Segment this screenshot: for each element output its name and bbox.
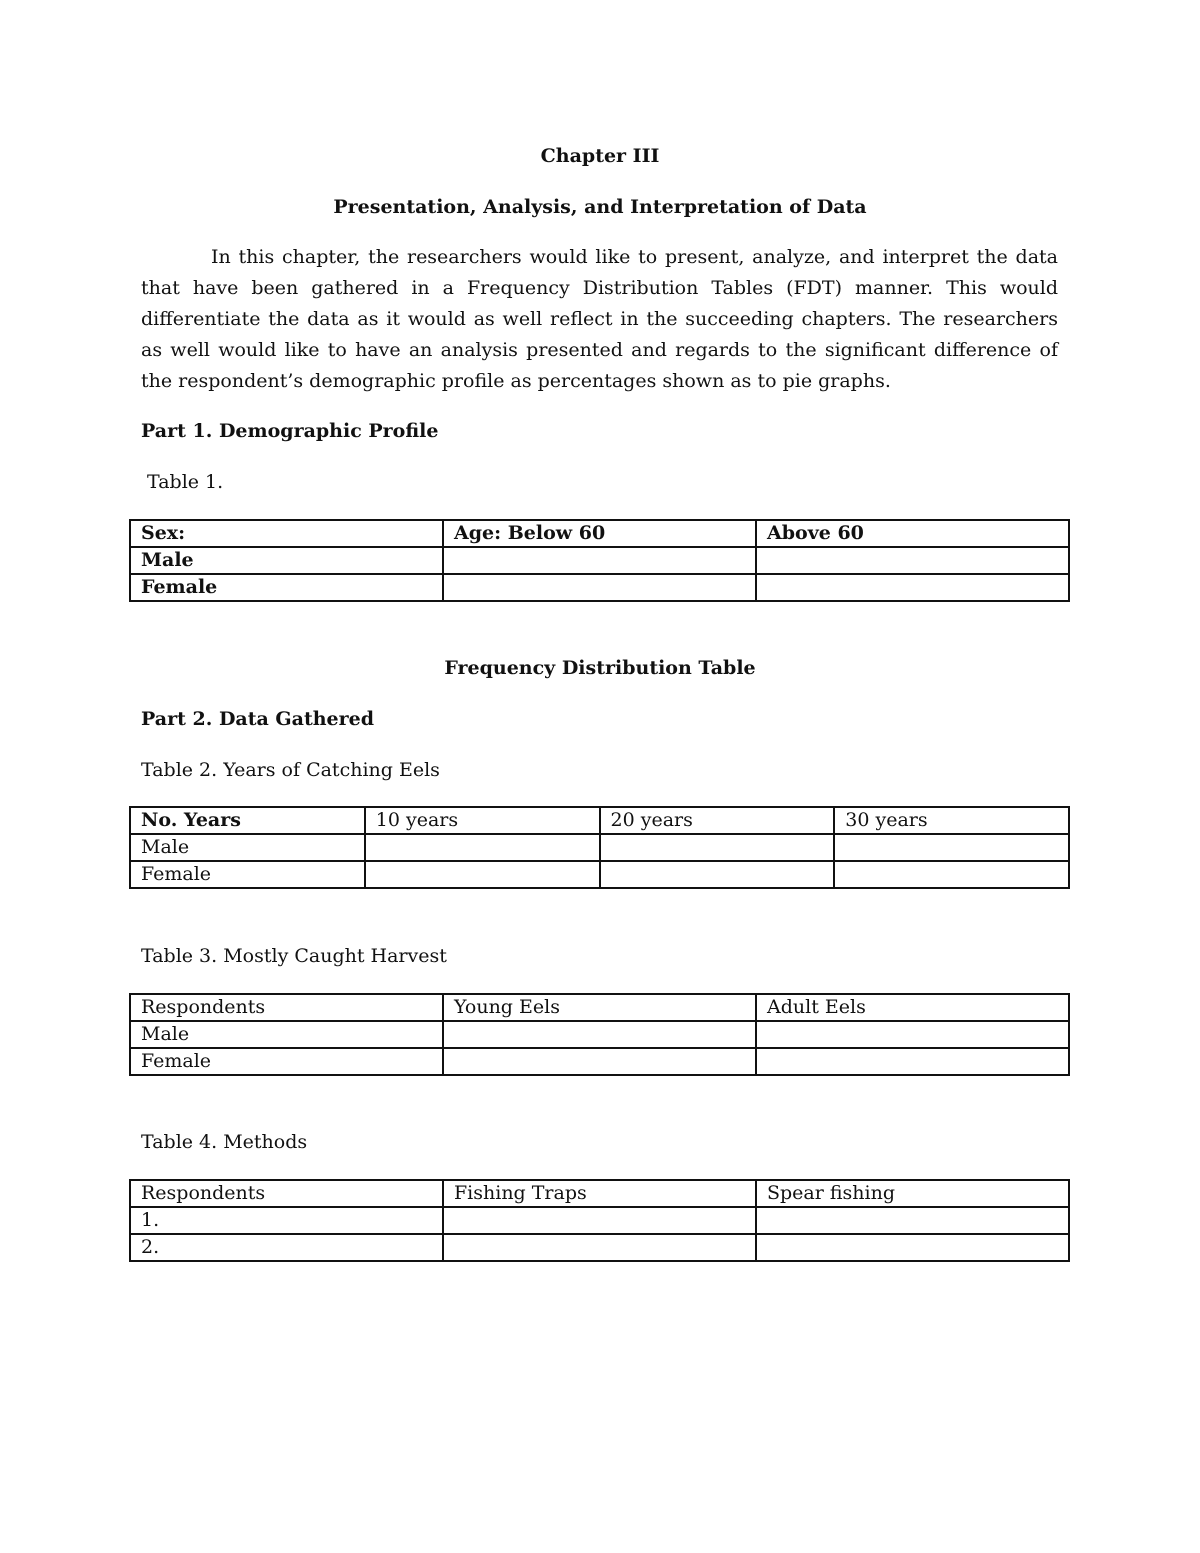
table-cell: 1. (130, 1207, 443, 1234)
table-cell (443, 547, 756, 574)
table-cell (834, 861, 1069, 888)
table-cell (756, 547, 1069, 574)
table-header-cell: Young Eels (443, 994, 756, 1021)
table2-years-catching-eels (129, 806, 1070, 889)
table-cell (443, 1234, 756, 1261)
table1-demographic-profile (129, 519, 1070, 602)
table-cell (443, 1048, 756, 1075)
table-row (130, 1048, 1069, 1075)
table-cell (756, 1234, 1069, 1261)
table-row (130, 861, 1069, 888)
table-row (130, 1021, 1069, 1048)
table-header-cell: Fishing Traps (443, 1180, 756, 1207)
chapter-subtitle: Presentation, Analysis, and Interpretation of Data (333, 196, 867, 218)
table-header-cell: Spear fishing (756, 1180, 1069, 1207)
table-cell (756, 1021, 1069, 1048)
table-header-cell: 30 years (834, 807, 1069, 834)
table-cell (443, 574, 756, 601)
table-header-row (130, 520, 1069, 547)
table-header-row (130, 994, 1069, 1021)
table-header-cell: Sex: (130, 520, 443, 547)
part2-heading: Part 2. Data Gathered (141, 708, 375, 730)
table-header-cell: 20 years (600, 807, 835, 834)
intro-paragraph: In this chapter, the researchers would like to present, analyze, and interpret the data that have been gathered in a Frequency Distribution Tables (FDT) manner. This would differentiate the data as it would as well reflect in the succeeding chapters. The researchers as well would like to have an analysis presented and regards to the significant difference of the respondent’s demographic profile as percentages shown as to pie graphs. (141, 246, 1058, 392)
chapter-title: Chapter III (540, 145, 660, 167)
table-header-row (130, 807, 1069, 834)
table-row (130, 834, 1069, 861)
fdt-heading: Frequency Distribution Table (444, 657, 756, 679)
table1-caption: Table 1. (147, 471, 224, 493)
table-header-row (130, 1180, 1069, 1207)
table3-mostly-caught-harvest (129, 993, 1070, 1076)
table-header-cell: 10 years (365, 807, 600, 834)
table-cell: Female (130, 1048, 443, 1075)
table-cell (756, 574, 1069, 601)
table-header-cell: Respondents (130, 994, 443, 1021)
table-header-cell: Respondents (130, 1180, 443, 1207)
part1-heading: Part 1. Demographic Profile (141, 420, 439, 442)
table-cell (600, 834, 835, 861)
table-cell (834, 834, 1069, 861)
table-cell (365, 861, 600, 888)
table-row (130, 1207, 1069, 1234)
table-header-cell: Adult Eels (756, 994, 1069, 1021)
table-row (130, 574, 1069, 601)
table-cell (365, 834, 600, 861)
table-cell: Female (130, 574, 443, 601)
table-cell (443, 1207, 756, 1234)
table-cell (443, 1021, 756, 1048)
table-header-cell: Above 60 (756, 520, 1069, 547)
table2-caption: Table 2. Years of Catching Eels (141, 759, 440, 781)
table3-caption: Table 3. Mostly Caught Harvest (141, 945, 447, 967)
table-row (130, 1234, 1069, 1261)
table-header-cell: Age: Below 60 (443, 520, 756, 547)
table4-methods (129, 1179, 1070, 1262)
table-cell (756, 1207, 1069, 1234)
table-cell: Male (130, 834, 365, 861)
table-header-cell: No. Years (130, 807, 365, 834)
table-row (130, 547, 1069, 574)
table-cell: Male (130, 547, 443, 574)
table-cell: Female (130, 861, 365, 888)
table-cell (756, 1048, 1069, 1075)
table4-caption: Table 4. Methods (141, 1131, 308, 1153)
table-cell: 2. (130, 1234, 443, 1261)
table-cell (600, 861, 835, 888)
table-cell: Male (130, 1021, 443, 1048)
